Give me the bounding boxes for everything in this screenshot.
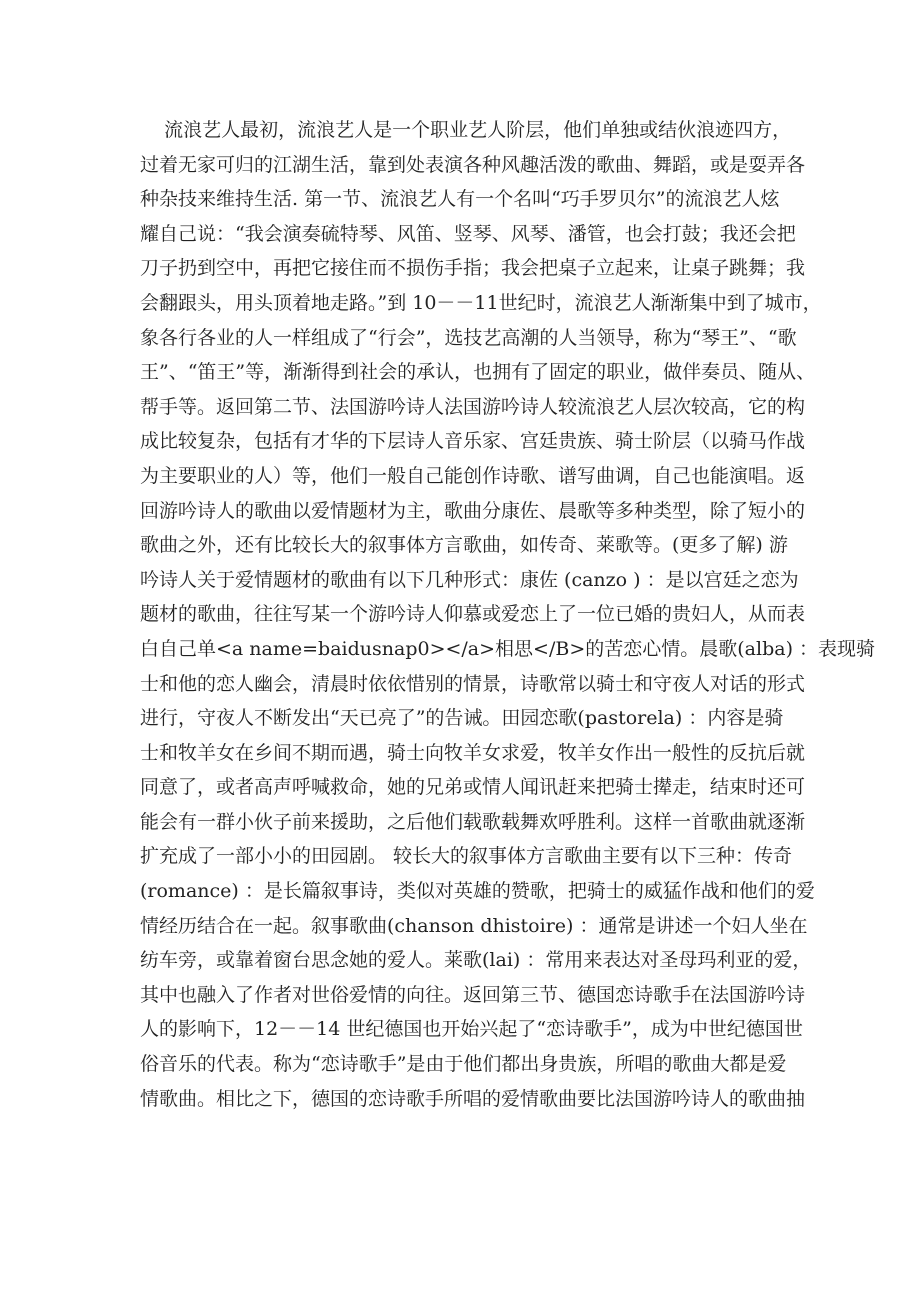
- text-line: 其中也融入了作者对世俗爱情的向往。返回第三节、德国恋诗歌手在法国游吟诗: [140, 983, 806, 1006]
- text-line: 刀子扔到空中，再把它接住而不损伤手指；我会把桌子立起来，让桌子跳舞；我: [140, 257, 806, 280]
- text-line: 象各行各业的人一样组成了“行会”，选技艺高潮的人当领导，称为“琴王”、“歌: [140, 326, 797, 349]
- text-line: 耀自己说：“我会演奏硫特琴、风笛、竖琴、风琴、潘管，也会打鼓；我还会把: [140, 222, 796, 245]
- text-line: 会翻跟头，用头顶着地走路。”到 10－－11世纪时，流浪艺人渐渐集中到了城市，: [140, 291, 822, 314]
- text-line: 士和他的恋人幽会，清晨时依依惜别的情景，诗歌常以骑士和守夜人对话的形式: [140, 672, 806, 695]
- text-line: 情经历结合在一起。叙事歌曲(chanson dhistoire) ：通常是讲述一个妇人坐在: [140, 914, 808, 937]
- text-line: 流浪艺人最初，流浪艺人是一个职业艺人阶层，他们单独或结伙浪迹四方，: [140, 119, 792, 141]
- text-line: 为主要职业的人）等，他们一般自己能创作诗歌、谱写曲调，自己也能演唱。返: [140, 464, 806, 487]
- body-text: [140, 113, 876, 1116]
- text-line: 过着无家可归的江湖生活，靠到处表演各种风趣活泼的歌曲、舞蹈，或是耍弄各: [140, 153, 806, 176]
- text-line: 士和牧羊女在乡间不期而遇，骑士向牧羊女求爱，牧羊女作出一般性的反抗后就: [140, 741, 806, 764]
- text-line: 俗音乐的代表。称为“恋诗歌手”是由于他们都出身贵族，所唱的歌曲大都是爱: [140, 1053, 787, 1076]
- text-line: 进行，守夜人不断发出“天已亮了”的告诫。田园恋歌(pastorela) ：内容是骑: [140, 707, 784, 730]
- text-line: 题材的歌曲，往往写某一个游吟诗人仰慕或爱恋上了一位已婚的贵妇人，从而表: [140, 603, 806, 626]
- text-line: 人的影响下，12－－14 世纪德国也开始兴起了“恋诗歌手”，成为中世纪德国世: [140, 1018, 803, 1041]
- text-line: 情歌曲。相比之下，德国的恋诗歌手所唱的爱情歌曲要比法国游吟诗人的歌曲抽: [140, 1087, 806, 1110]
- text-line: 王”、“笛王”等，渐渐得到社会的承认，也拥有了固定的职业，做伴奏员、随从、: [140, 361, 816, 384]
- text-line: (romance) ：是长篇叙事诗，类似对英雄的赞歌，把骑士的威猛作战和他们的爱: [140, 880, 815, 903]
- text-line: 帮手等。返回第二节、法国游吟诗人法国游吟诗人较流浪艺人层次较高，它的构: [140, 395, 806, 418]
- text-line: 成比较复杂，包括有才华的下层诗人音乐家、宫廷贵族、骑士阶层（以骑马作战: [140, 430, 806, 453]
- text-line: 回游吟诗人的歌曲以爱情题材为主，歌曲分康佐、晨歌等多种类型，除了短小的: [140, 499, 806, 522]
- text-line: 种杂技来维持生活. 第一节、流浪艺人有一个名叫“巧手罗贝尔”的流浪艺人炫: [140, 188, 780, 211]
- text-line: 扩充成了一部小小的田园剧。 较长大的叙事体方言歌曲主要有以下三种：传奇: [140, 845, 793, 868]
- text-line: 白自己单<a name=baidusnap0></a>相思</B>的苦恋心情。晨歌(alba) ：表现骑: [140, 637, 876, 660]
- text-line: 能会有一群小伙子前来援助，之后他们载歌载舞欢呼胜利。这样一首歌曲就逐渐: [140, 810, 806, 833]
- text-line: 同意了，或者高声呼喊救命，她的兄弟或情人闻讯赶来把骑士撵走，结束时还可: [140, 776, 806, 799]
- text-line: 歌曲之外，还有比较长大的叙事体方言歌曲，如传奇、莱歌等。(更多了解) 游: [140, 534, 788, 557]
- text-line: 吟诗人关于爱情题材的歌曲有以下几种形式：康佐 (canzo ) ：是以宫廷之恋为: [140, 568, 799, 591]
- text-line: 纺车旁，或靠着窗台思念她的爱人。莱歌(lai) ：常用来表达对圣母玛利亚的爱，: [140, 949, 812, 972]
